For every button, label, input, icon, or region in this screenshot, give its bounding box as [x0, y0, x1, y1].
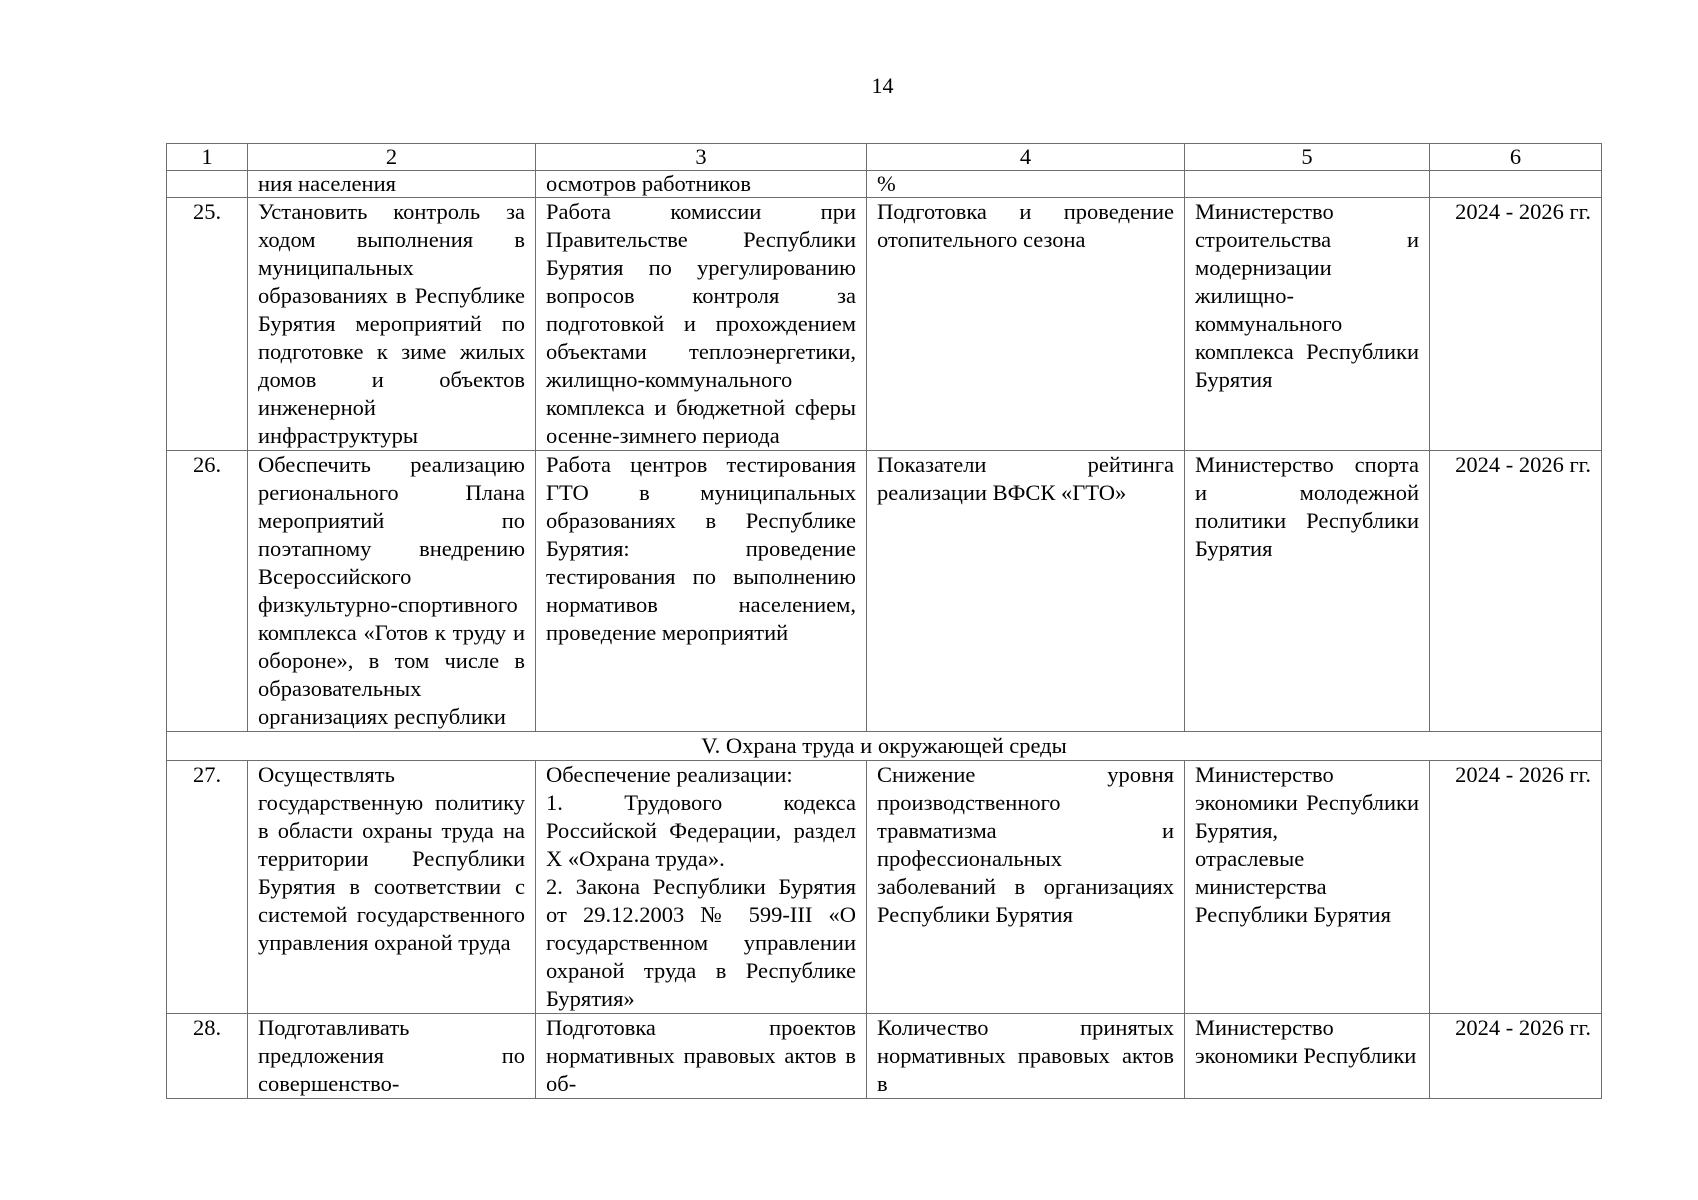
- row-number: 26.: [167, 451, 248, 732]
- column-number: 6: [1430, 144, 1602, 171]
- page-number: 14: [871, 73, 894, 98]
- cell-responsible: [1185, 171, 1430, 198]
- mechanism-intro: Обеспечение реализации:: [546, 762, 793, 787]
- cell-term: 2024 - 2026 гг.: [1430, 761, 1602, 1014]
- column-number: 1: [167, 144, 248, 171]
- cell-responsible: Министерство экономики Республики: [1185, 1014, 1430, 1099]
- column-number: 5: [1185, 144, 1430, 171]
- cell-indicator: %: [867, 171, 1185, 198]
- mechanism-item: 1. Трудового кодекса Российской Федерации, раздел X «Охрана труда».: [546, 790, 856, 871]
- table-row: [167, 451, 1602, 732]
- cell-responsible: Министерство спорта и молодежной политики Республики Бурятия: [1185, 451, 1430, 732]
- section-title: V. Охрана труда и окружающей среды: [167, 732, 1602, 761]
- column-number: 2: [248, 144, 536, 171]
- cell-num: [167, 171, 248, 198]
- action-plan-table: [166, 143, 1602, 1099]
- cell-mechanism: Работа комиссии при Правительстве Республики Бурятия по урегулированию вопросов контроля за подготовкой и прохождением объектами теплоэнергетики, жилищно-коммунального комплекса и бюджетной сферы осенне-зимнего периода: [536, 198, 867, 451]
- cell-indicator: Снижение уровня производственного травматизма и профессиональных заболеваний в организациях Республики Бурятия: [867, 761, 1185, 1014]
- cell-mechanism: [536, 761, 867, 1014]
- column-number: 4: [867, 144, 1185, 171]
- column-number-row: [167, 144, 1602, 171]
- cell-indicator: Показатели рейтинга реализации ВФСК «ГТО»: [867, 451, 1185, 732]
- table-row: [167, 761, 1602, 1014]
- responsible-secondary: отраслевые министерства Республики Бурятия: [1195, 846, 1391, 927]
- row-number: 28.: [167, 1014, 248, 1099]
- row-number: 27.: [167, 761, 248, 1014]
- cell-indicator: Подготовка и проведение отопительного сезона: [867, 198, 1185, 451]
- row-number: 25.: [167, 198, 248, 451]
- table-row: [167, 1014, 1602, 1099]
- column-number: 3: [536, 144, 867, 171]
- responsible-primary: Министерство экономики Республики Бурятия,: [1195, 762, 1419, 843]
- cell-task: Подготавливать предложения по совершенство-: [248, 1014, 536, 1099]
- cell-task: Обеспечить реализацию регионального Плана мероприятий по поэтапному внедрению Всероссийского физкультурно-спортивного комплекса «Готов к труду и обороне», в том числе в образовательных организациях республики: [248, 451, 536, 732]
- cell-mechanism: Работа центров тестирования ГТО в муниципальных образованиях в Республике Бурятия: проведение тестирования по выполнению нормативов населением, проведение мероприятий: [536, 451, 867, 732]
- cell-responsible: [1185, 761, 1430, 1014]
- cell-task: Осуществлять государственную политику в области охраны труда на территории Республики Бурятия в соответствии с системой государственного управления охраной труда: [248, 761, 536, 1014]
- cell-mechanism: Подготовка проектов нормативных правовых актов в об-: [536, 1014, 867, 1099]
- table-row: [167, 198, 1602, 451]
- section-row: [167, 732, 1602, 761]
- cell-task: Установить контроль за ходом выполнения в муниципальных образованиях в Республике Бурятия мероприятий по подготовке к зиме жилых домов и объектов инженерной инфраструктуры: [248, 198, 536, 451]
- cell-term: 2024 - 2026 гг.: [1430, 1014, 1602, 1099]
- cell-responsible: Министерство строительства и модернизации жилищно-коммунального комплекса Республики Бурятия: [1185, 198, 1430, 451]
- cell-task: ния населения: [248, 171, 536, 198]
- mechanism-item: 2. Закона Республики Бурятия от 29.12.2003 № 599-III «О государственном управлении охраной труда в Республике Бурятия»: [546, 874, 856, 1011]
- cell-term: 2024 - 2026 гг.: [1430, 451, 1602, 732]
- continuation-row: [167, 171, 1602, 198]
- cell-indicator: Количество принятых нормативных правовых актов в: [867, 1014, 1185, 1099]
- cell-mechanism: осмотров работников: [536, 171, 867, 198]
- cell-term: 2024 - 2026 гг.: [1430, 198, 1602, 451]
- cell-term: [1430, 171, 1602, 198]
